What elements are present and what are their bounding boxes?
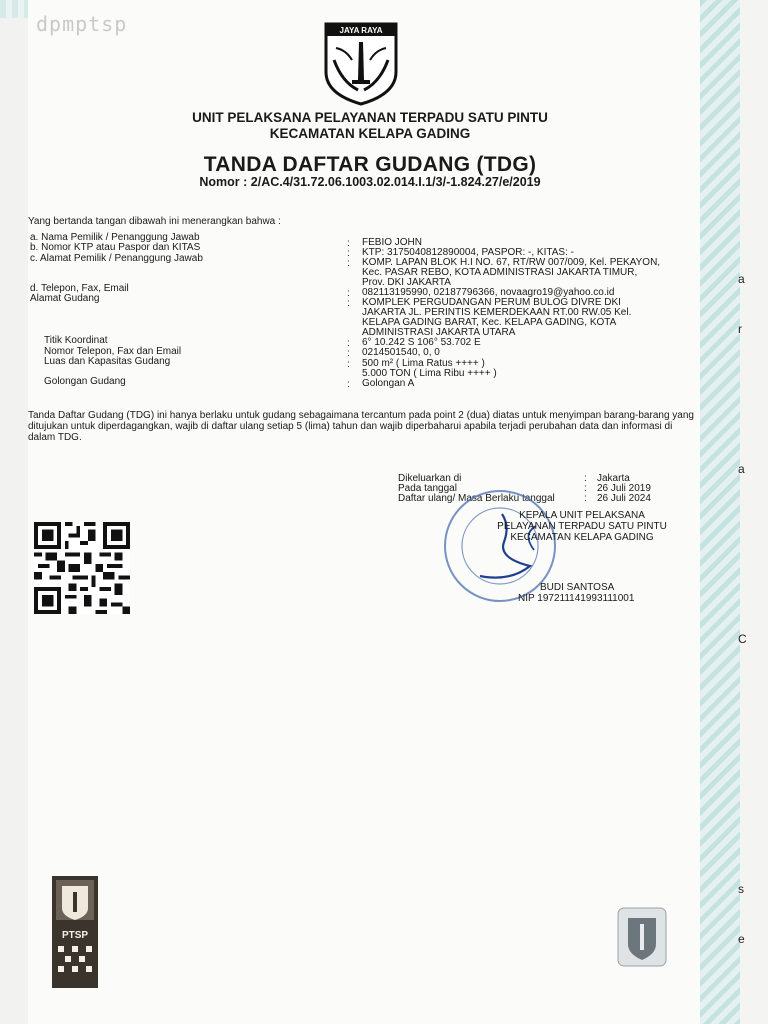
field-value-owner-address-2: Kec. PASAR REBO, KOTA ADMINISTRASI JAKARTA TIMUR,	[362, 267, 638, 278]
field-colon: :	[347, 258, 350, 269]
field-value-warehouse-class: Golongan A	[362, 378, 415, 389]
field-value-warehouse-phone: 0214501540, 0, 0	[362, 347, 440, 358]
field-label-contact: d. Telepon, Fax, Email	[30, 283, 129, 294]
validity-note: Tanda Daftar Gudang (TDG) ini hanya berlaku untuk gudang sebagaimana tercantum pada point 2 (dua) diatas untuk menyimpan barang-barang yang ditujukan untuk diperdagangkan, wajib di daftar ulang setiap 5 (lima) tahun dan wajib diperbaharui apabila terjadi perubahan data dan informasi di dalam TDG.	[28, 410, 694, 443]
qr-code-icon	[34, 522, 130, 614]
ptsp-logo-text: PTSP	[61, 930, 89, 941]
signatory-name: BUDI SANTOSA	[540, 582, 615, 593]
field-colon: :	[347, 248, 350, 259]
field-value-warehouse-address-1: KOMPLEK PERGUDANGAN PERUM BULOG DIVRE DKI	[362, 297, 621, 308]
field-label-warehouse-phone: Nomor Telepon, Fax dan Email	[44, 346, 182, 357]
scan-edge-char: a	[738, 272, 745, 286]
field-colon: :	[347, 238, 350, 249]
issue-date-label: Pada tanggal	[398, 483, 457, 494]
crest-label: JAYA RAYA	[339, 26, 383, 35]
issue-place-label: Dikeluarkan di	[398, 473, 462, 484]
field-value-id-number: KTP: 3175040812890004, PASPOR: -, KITAS: -	[362, 247, 574, 258]
field-value-owner-address-3: Prov. DKI JAKARTA	[362, 277, 451, 288]
issue-date-value: 26 Juli 2019	[597, 483, 651, 494]
field-colon: :	[347, 288, 350, 299]
scan-edge	[740, 0, 768, 1024]
header-line-1: UNIT PELAKSANA PELAYANAN TERPADU SATU PINTU	[192, 110, 548, 125]
field-colon: :	[347, 379, 350, 390]
scan-edge-char: s	[738, 882, 744, 896]
signatory-title	[462, 510, 702, 543]
intro-text: Yang bertanda tangan dibawah ini menerangkan bahwa :	[28, 216, 281, 227]
field-label-warehouse-address: Alamat Gudang	[30, 293, 100, 304]
field-label-area-capacity: Luas dan Kapasitas Gudang	[44, 356, 171, 367]
scan-border-right	[700, 0, 740, 1024]
field-value-contact: 082113195990, 02187796366, novaagro19@yahoo.co.id	[362, 287, 615, 298]
field-colon: :	[347, 338, 350, 349]
signatory-line-3: KECAMATAN KELAPA GADING	[510, 532, 654, 543]
field-value-warehouse-address-2: JAKARTA JL. PERINTIS KEMERDEKAAN RT.00 RW.05 Kel.	[362, 307, 632, 318]
signatory-line-2: PELAYANAN TERPADU SATU PINTU	[497, 521, 667, 532]
issue-place-value: Jakarta	[597, 473, 630, 484]
field-value-owner-name: FEBIO JOHN	[362, 237, 423, 248]
field-label-id-number: b. Nomor KTP atau Paspor dan KITAS	[30, 242, 201, 253]
document-number: Nomor : 2/AC.4/31.72.06.1003.02.014.I.1/3/-1.824.27/e/2019	[199, 175, 541, 189]
header-line-2: KECAMATAN KELAPA GADING	[269, 126, 471, 141]
field-value-capacity: 5.000 TON ( Lima Ribu ++++ )	[362, 368, 497, 379]
scan-edge-char: e	[738, 932, 745, 946]
hologram-seal-icon	[614, 904, 670, 970]
renewal-date-value: 26 Juli 2024	[597, 493, 651, 504]
ptsp-logo-icon	[52, 876, 98, 988]
scan-edge-char: r	[738, 322, 742, 336]
issue-colon: :	[584, 473, 587, 484]
field-value-warehouse-address-3: KELAPA GADING BARAT, Kec. KELAPA GADING, KOTA	[362, 317, 617, 328]
document-title: TANDA DAFTAR GUDANG (TDG)	[203, 153, 537, 176]
field-label-coordinates: Titik Koordinat	[44, 335, 108, 346]
field-value-coordinates: 6° 10.242 S 106° 53.702 E	[362, 337, 481, 348]
scan-edge-char: a	[738, 462, 745, 476]
field-label-owner-address: c. Alamat Pemilik / Penanggung Jawab	[30, 253, 203, 264]
renewal-date-label: Daftar ulang/ Masa Berlaku tanggal	[398, 493, 555, 504]
watermark: dpmptsp	[36, 12, 128, 36]
field-value-warehouse-address-4: ADMINISTRASI JAKARTA UTARA	[362, 327, 516, 338]
field-label-warehouse-class: Golongan Gudang	[44, 376, 126, 387]
field-label-owner-name: a. Nama Pemilik / Penanggung Jawab	[30, 232, 200, 243]
field-value-owner-address-1: KOMP. LAPAN BLOK H.I NO. 67, RT/RW 007/009, Kel. PEKAYON,	[362, 257, 661, 268]
field-value-area: 500 m² ( Lima Ratus ++++ )	[362, 358, 485, 369]
field-colon: :	[347, 298, 350, 309]
jaya-raya-crest-icon	[322, 20, 400, 106]
issue-colon: :	[584, 493, 587, 504]
field-colon: :	[347, 359, 350, 370]
field-colon: :	[347, 348, 350, 359]
scan-edge-char: C	[738, 632, 747, 646]
issue-colon: :	[584, 483, 587, 494]
signatory-line-1: KEPALA UNIT PELAKSANA	[519, 510, 645, 521]
signatory-nip: NIP 197211141993111001	[518, 593, 635, 604]
